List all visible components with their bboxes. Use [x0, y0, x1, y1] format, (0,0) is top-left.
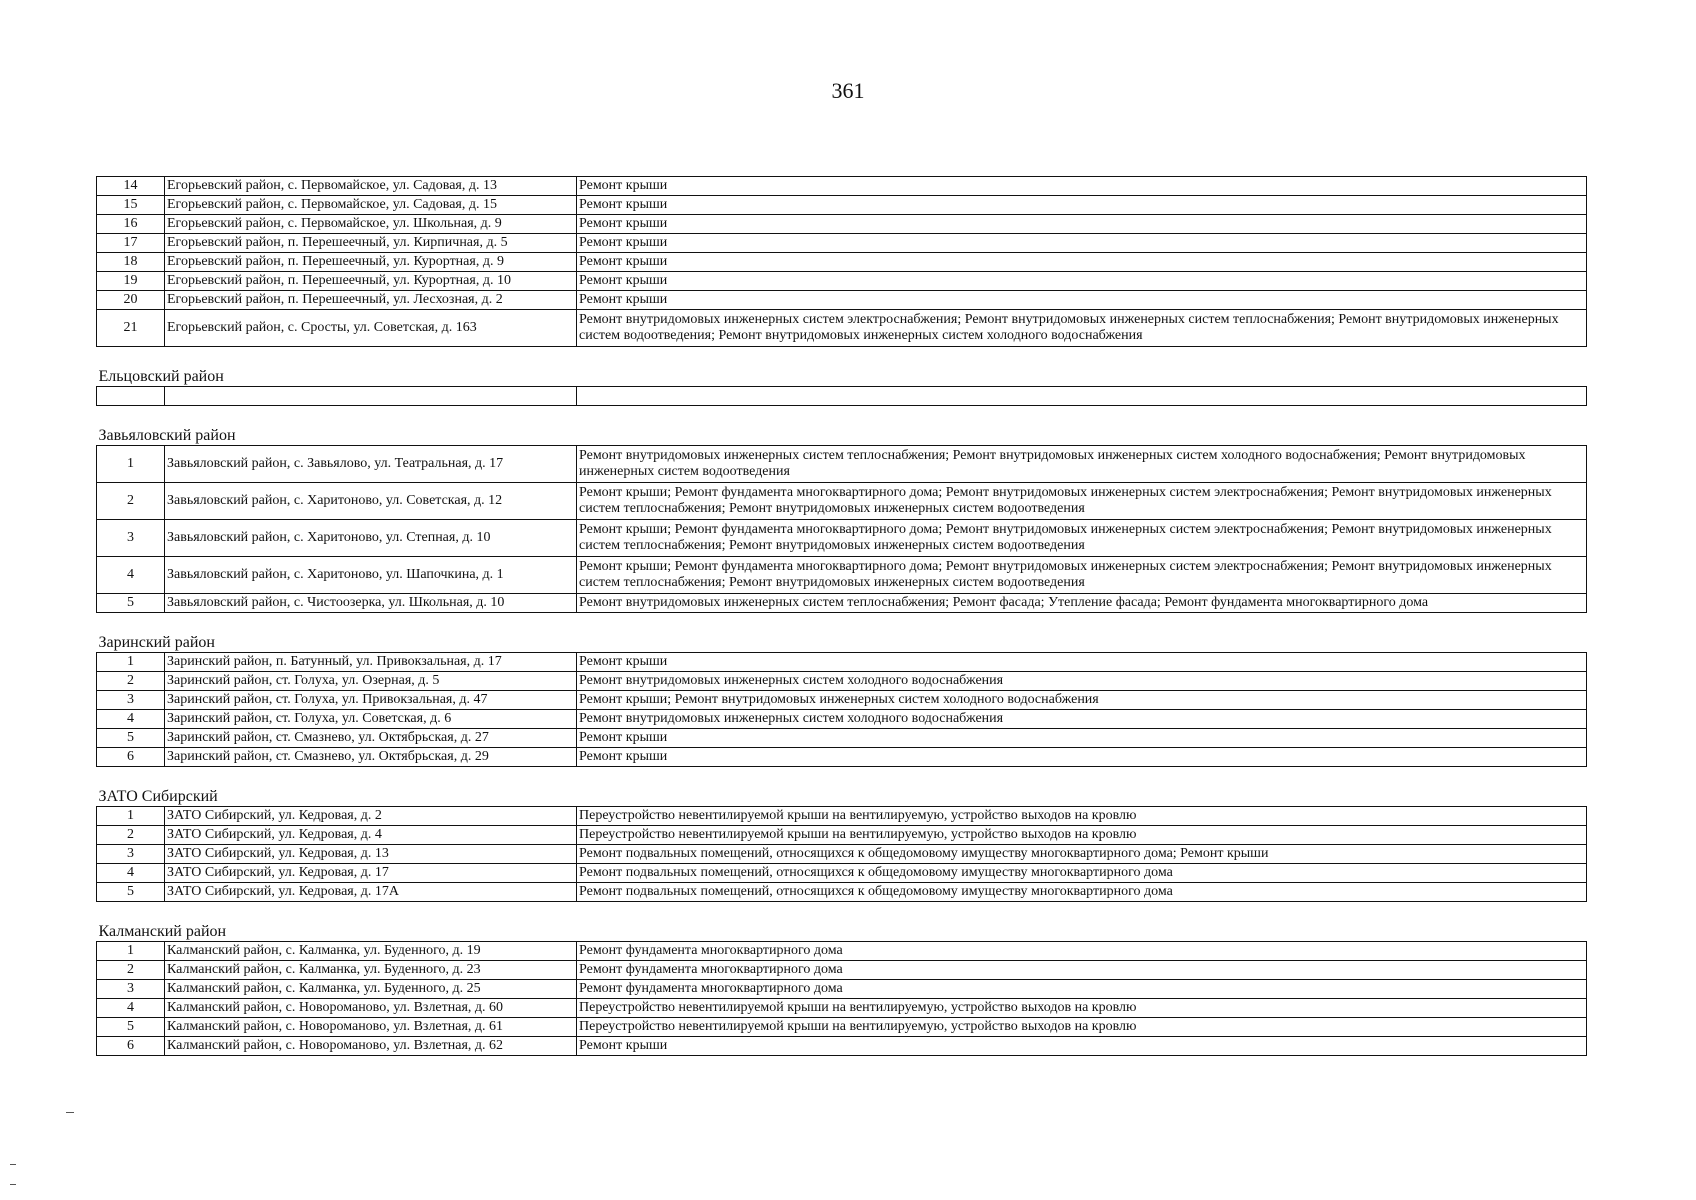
row-number: 2	[97, 483, 165, 520]
row-work-type: Ремонт внутридомовых инженерных систем электроснабжения; Ремонт внутридомовых инженерных систем теплоснабжения; Ремонт внутридомовых инженерных систем водоотведения; Ремонт внутридомовых инженерных систем холодного водоснабжения	[577, 310, 1587, 347]
row-number: 2	[97, 826, 165, 845]
table-row	[97, 557, 1587, 594]
row-number	[97, 387, 165, 406]
row-number: 4	[97, 557, 165, 594]
table-row	[97, 177, 1587, 196]
district-header-row	[97, 613, 1587, 653]
row-work-type: Ремонт фундамента многоквартирного дома	[577, 980, 1587, 999]
row-number: 18	[97, 253, 165, 272]
row-address: Заринский район, ст. Голуха, ул. Привокзальная, д. 47	[165, 691, 577, 710]
row-address: Завьяловский район, с. Харитоново, ул. Степная, д. 10	[165, 520, 577, 557]
table-row	[97, 961, 1587, 980]
district-name: Заринский район	[97, 613, 1587, 653]
row-number: 19	[97, 272, 165, 291]
row-work-type: Переустройство невентилируемой крыши на вентилируемую, устройство выходов на кровлю	[577, 1018, 1587, 1037]
row-work-type: Ремонт крыши; Ремонт фундамента многоквартирного дома; Ремонт внутридомовых инженерных систем электроснабжения; Ремонт внутридомовых инженерных систем теплоснабжения; Ремонт внутридомовых инженерных систем водоотведения	[577, 483, 1587, 520]
row-number: 1	[97, 653, 165, 672]
row-address: Завьяловский район, с. Чистоозерка, ул. Школьная, д. 10	[165, 594, 577, 613]
table-row	[97, 272, 1587, 291]
row-work-type: Ремонт подвальных помещений, относящихся к общедомовому имуществу многоквартирного дома	[577, 864, 1587, 883]
row-address: Егорьевский район, п. Перешеечный, ул. Курортная, д. 10	[165, 272, 577, 291]
row-work-type: Ремонт подвальных помещений, относящихся к общедомовому имуществу многоквартирного дома; Ремонт крыши	[577, 845, 1587, 864]
scan-mark	[66, 1112, 74, 1113]
table-row	[97, 1037, 1587, 1056]
district-header-row	[97, 406, 1587, 446]
table-row	[97, 729, 1587, 748]
row-address: ЗАТО Сибирский, ул. Кедровая, д. 4	[165, 826, 577, 845]
table-row	[97, 594, 1587, 613]
table-row	[97, 215, 1587, 234]
row-address: ЗАТО Сибирский, ул. Кедровая, д. 13	[165, 845, 577, 864]
row-number: 2	[97, 961, 165, 980]
row-number: 5	[97, 594, 165, 613]
row-number: 6	[97, 748, 165, 767]
row-number: 15	[97, 196, 165, 215]
row-number: 17	[97, 234, 165, 253]
row-address: Егорьевский район, с. Сросты, ул. Советская, д. 163	[165, 310, 577, 347]
row-address: Калманский район, с. Калманка, ул. Буденного, д. 23	[165, 961, 577, 980]
row-address: Егорьевский район, п. Перешеечный, ул. Лесхозная, д. 2	[165, 291, 577, 310]
row-work-type: Ремонт внутридомовых инженерных систем теплоснабжения; Ремонт фасада; Утепление фасада; Ремонт фундамента многоквартирного дома	[577, 594, 1587, 613]
row-number: 5	[97, 1018, 165, 1037]
row-work-type: Ремонт подвальных помещений, относящихся к общедомовому имуществу многоквартирного дома	[577, 883, 1587, 902]
district-header-row	[97, 347, 1587, 387]
district-name: ЗАТО Сибирский	[97, 767, 1587, 807]
row-address: Заринский район, ст. Смазнево, ул. Октябрьская, д. 27	[165, 729, 577, 748]
row-work-type: Переустройство невентилируемой крыши на вентилируемую, устройство выходов на кровлю	[577, 807, 1587, 826]
row-work-type: Переустройство невентилируемой крыши на вентилируемую, устройство выходов на кровлю	[577, 999, 1587, 1018]
table-row	[97, 196, 1587, 215]
table-row	[97, 864, 1587, 883]
row-address: ЗАТО Сибирский, ул. Кедровая, д. 2	[165, 807, 577, 826]
row-address: Заринский район, ст. Смазнево, ул. Октябрьская, д. 29	[165, 748, 577, 767]
row-work-type: Ремонт крыши	[577, 215, 1587, 234]
table-row	[97, 691, 1587, 710]
row-work-type: Ремонт внутридомовых инженерных систем холодного водоснабжения	[577, 672, 1587, 691]
table-row	[97, 291, 1587, 310]
row-number: 20	[97, 291, 165, 310]
row-work-type: Ремонт крыши	[577, 748, 1587, 767]
empty-row	[97, 387, 1587, 406]
table-row	[97, 748, 1587, 767]
row-number: 2	[97, 672, 165, 691]
table-row	[97, 980, 1587, 999]
row-number: 3	[97, 691, 165, 710]
repair-program-table	[96, 176, 1587, 1056]
row-address: Заринский район, п. Батунный, ул. Привокзальная, д. 17	[165, 653, 577, 672]
row-work-type: Ремонт внутридомовых инженерных систем теплоснабжения; Ремонт внутридомовых инженерных систем холодного водоснабжения; Ремонт внутридомовых инженерных систем водоотведения	[577, 446, 1587, 483]
row-work-type	[577, 387, 1587, 406]
row-address: Завьяловский район, с. Харитоново, ул. Советская, д. 12	[165, 483, 577, 520]
row-number: 1	[97, 446, 165, 483]
scan-mark	[10, 1164, 16, 1165]
table-row	[97, 253, 1587, 272]
district-header-row	[97, 767, 1587, 807]
table-row	[97, 672, 1587, 691]
row-work-type: Ремонт крыши	[577, 253, 1587, 272]
table-row	[97, 883, 1587, 902]
row-number: 1	[97, 942, 165, 961]
row-number: 16	[97, 215, 165, 234]
row-address: Заринский район, ст. Голуха, ул. Советская, д. 6	[165, 710, 577, 729]
scan-mark	[10, 1184, 16, 1185]
table-row	[97, 483, 1587, 520]
row-address: Калманский район, с. Новороманово, ул. Взлетная, д. 61	[165, 1018, 577, 1037]
row-work-type: Ремонт крыши; Ремонт фундамента многоквартирного дома; Ремонт внутридомовых инженерных систем электроснабжения; Ремонт внутридомовых инженерных систем теплоснабжения; Ремонт внутридомовых инженерных систем водоотведения	[577, 557, 1587, 594]
district-name: Ельцовский район	[97, 347, 1587, 387]
row-work-type: Ремонт фундамента многоквартирного дома	[577, 942, 1587, 961]
district-name: Калманский район	[97, 902, 1587, 942]
row-work-type: Ремонт крыши	[577, 196, 1587, 215]
table-row	[97, 310, 1587, 347]
row-work-type: Ремонт крыши	[577, 291, 1587, 310]
row-work-type: Ремонт фундамента многоквартирного дома	[577, 961, 1587, 980]
table-row	[97, 446, 1587, 483]
row-address: Калманский район, с. Новороманово, ул. Взлетная, д. 60	[165, 999, 577, 1018]
row-work-type: Ремонт крыши	[577, 272, 1587, 291]
row-work-type: Переустройство невентилируемой крыши на вентилируемую, устройство выходов на кровлю	[577, 826, 1587, 845]
row-address: Калманский район, с. Новороманово, ул. Взлетная, д. 62	[165, 1037, 577, 1056]
table-row	[97, 234, 1587, 253]
table-row	[97, 653, 1587, 672]
row-work-type: Ремонт крыши	[577, 1037, 1587, 1056]
table-row	[97, 942, 1587, 961]
row-number: 1	[97, 807, 165, 826]
row-address: Завьяловский район, с. Харитоново, ул. Шапочкина, д. 1	[165, 557, 577, 594]
row-address: Егорьевский район, п. Перешеечный, ул. Кирпичная, д. 5	[165, 234, 577, 253]
row-address: Егорьевский район, с. Первомайское, ул. Садовая, д. 13	[165, 177, 577, 196]
table-row	[97, 520, 1587, 557]
row-number: 6	[97, 1037, 165, 1056]
table-row	[97, 1018, 1587, 1037]
page-number: 361	[831, 78, 865, 103]
row-address: Егорьевский район, с. Первомайское, ул. Школьная, д. 9	[165, 215, 577, 234]
row-number: 14	[97, 177, 165, 196]
row-work-type: Ремонт крыши	[577, 177, 1587, 196]
row-number: 5	[97, 729, 165, 748]
row-address: Егорьевский район, с. Первомайское, ул. Садовая, д. 15	[165, 196, 577, 215]
district-name: Завьяловский район	[97, 406, 1587, 446]
table-row	[97, 845, 1587, 864]
row-work-type: Ремонт крыши	[577, 234, 1587, 253]
row-number: 21	[97, 310, 165, 347]
district-header-row	[97, 902, 1587, 942]
row-work-type: Ремонт внутридомовых инженерных систем холодного водоснабжения	[577, 710, 1587, 729]
row-number: 3	[97, 980, 165, 999]
row-address: ЗАТО Сибирский, ул. Кедровая, д. 17	[165, 864, 577, 883]
table-row	[97, 826, 1587, 845]
row-number: 4	[97, 999, 165, 1018]
row-number: 4	[97, 710, 165, 729]
row-address: Калманский район, с. Калманка, ул. Буденного, д. 25	[165, 980, 577, 999]
row-address: Завьяловский район, с. Завьялово, ул. Театральная, д. 17	[165, 446, 577, 483]
row-address: Заринский район, ст. Голуха, ул. Озерная, д. 5	[165, 672, 577, 691]
row-number: 3	[97, 845, 165, 864]
row-number: 4	[97, 864, 165, 883]
row-address: ЗАТО Сибирский, ул. Кедровая, д. 17А	[165, 883, 577, 902]
row-work-type: Ремонт крыши; Ремонт фундамента многоквартирного дома; Ремонт внутридомовых инженерных систем электроснабжения; Ремонт внутридомовых инженерных систем теплоснабжения; Ремонт внутридомовых инженерных систем водоотведения	[577, 520, 1587, 557]
row-address: Егорьевский район, п. Перешеечный, ул. Курортная, д. 9	[165, 253, 577, 272]
row-work-type: Ремонт крыши; Ремонт внутридомовых инженерных систем холодного водоснабжения	[577, 691, 1587, 710]
row-number: 3	[97, 520, 165, 557]
row-work-type: Ремонт крыши	[577, 653, 1587, 672]
table-row	[97, 710, 1587, 729]
row-address	[165, 387, 577, 406]
table-row	[97, 999, 1587, 1018]
table-body	[97, 177, 1587, 1056]
row-work-type: Ремонт крыши	[577, 729, 1587, 748]
table-row	[97, 807, 1587, 826]
row-number: 5	[97, 883, 165, 902]
row-address: Калманский район, с. Калманка, ул. Буденного, д. 19	[165, 942, 577, 961]
